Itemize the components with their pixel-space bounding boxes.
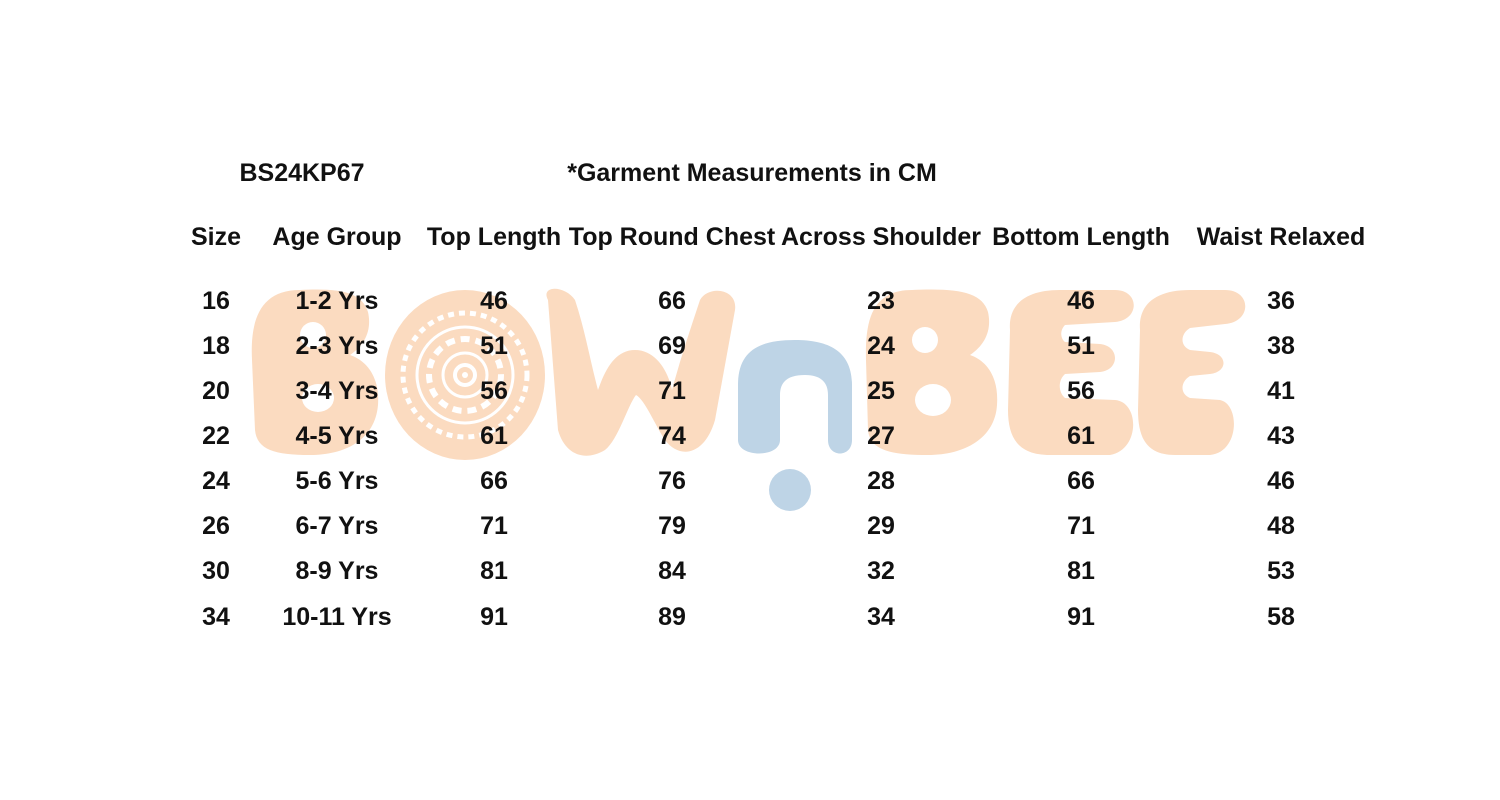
cell-across-shoulder: 28 xyxy=(867,467,895,495)
cell-waist-relaxed: 53 xyxy=(1267,557,1295,585)
cell-top-round-chest: 76 xyxy=(658,467,686,495)
cell-top-length: 51 xyxy=(480,332,508,360)
header-top-round-chest: Top Round Chest xyxy=(568,223,776,251)
measurement-note: *Garment Measurements in CM xyxy=(567,159,937,187)
header-bottom-length: Bottom Length xyxy=(992,223,1170,251)
header-waist-relaxed: Waist Relaxed xyxy=(1196,223,1366,251)
cell-bottom-length: 61 xyxy=(1067,422,1095,450)
cell-size: 22 xyxy=(202,422,230,450)
cell-bottom-length: 66 xyxy=(1067,467,1095,495)
cell-across-shoulder: 34 xyxy=(867,603,895,631)
cell-size: 24 xyxy=(202,467,230,495)
cell-age-group: 8-9 Yrs xyxy=(295,557,379,585)
cell-top-round-chest: 69 xyxy=(658,332,686,360)
cell-size: 30 xyxy=(202,557,230,585)
cell-top-length: 71 xyxy=(480,512,508,540)
header-age-group: Age Group xyxy=(272,223,402,251)
cell-bottom-length: 91 xyxy=(1067,603,1095,631)
cell-bottom-length: 46 xyxy=(1067,287,1095,315)
cell-top-length: 46 xyxy=(480,287,508,315)
cell-across-shoulder: 23 xyxy=(867,287,895,315)
cell-top-round-chest: 79 xyxy=(658,512,686,540)
cell-bottom-length: 51 xyxy=(1067,332,1095,360)
cell-size: 34 xyxy=(202,603,230,631)
header-top-length: Top Length xyxy=(426,223,562,251)
cell-bottom-length: 71 xyxy=(1067,512,1095,540)
cell-age-group: 6-7 Yrs xyxy=(295,512,379,540)
cell-waist-relaxed: 43 xyxy=(1267,422,1295,450)
cell-age-group: 3-4 Yrs xyxy=(295,377,379,405)
cell-top-length: 91 xyxy=(480,603,508,631)
cell-top-length: 66 xyxy=(480,467,508,495)
style-code: BS24KP67 xyxy=(239,159,365,187)
cell-age-group: 10-11 Yrs xyxy=(282,603,392,631)
header-across-shoulder: Across Shoulder xyxy=(780,223,982,251)
cell-top-length: 61 xyxy=(480,422,508,450)
cell-across-shoulder: 29 xyxy=(867,512,895,540)
cell-bottom-length: 56 xyxy=(1067,377,1095,405)
cell-waist-relaxed: 46 xyxy=(1267,467,1295,495)
cell-waist-relaxed: 36 xyxy=(1267,287,1295,315)
cell-top-round-chest: 66 xyxy=(658,287,686,315)
cell-age-group: 2-3 Yrs xyxy=(295,332,379,360)
cell-across-shoulder: 24 xyxy=(867,332,895,360)
cell-age-group: 4-5 Yrs xyxy=(295,422,379,450)
cell-top-round-chest: 71 xyxy=(658,377,686,405)
cell-waist-relaxed: 38 xyxy=(1267,332,1295,360)
cell-size: 20 xyxy=(202,377,230,405)
cell-across-shoulder: 27 xyxy=(867,422,895,450)
cell-waist-relaxed: 41 xyxy=(1267,377,1295,405)
cell-waist-relaxed: 48 xyxy=(1267,512,1295,540)
cell-waist-relaxed: 58 xyxy=(1267,603,1295,631)
cell-bottom-length: 81 xyxy=(1067,557,1095,585)
cell-top-length: 56 xyxy=(480,377,508,405)
cell-age-group: 1-2 Yrs xyxy=(295,287,379,315)
cell-size: 26 xyxy=(202,512,230,540)
cell-top-length: 81 xyxy=(480,557,508,585)
cell-across-shoulder: 32 xyxy=(867,557,895,585)
cell-across-shoulder: 25 xyxy=(867,377,895,405)
header-size: Size xyxy=(190,223,242,251)
cell-top-round-chest: 74 xyxy=(658,422,686,450)
cell-top-round-chest: 84 xyxy=(658,557,686,585)
cell-size: 18 xyxy=(202,332,230,360)
cell-top-round-chest: 89 xyxy=(658,603,686,631)
cell-age-group: 5-6 Yrs xyxy=(295,467,379,495)
cell-size: 16 xyxy=(202,287,230,315)
